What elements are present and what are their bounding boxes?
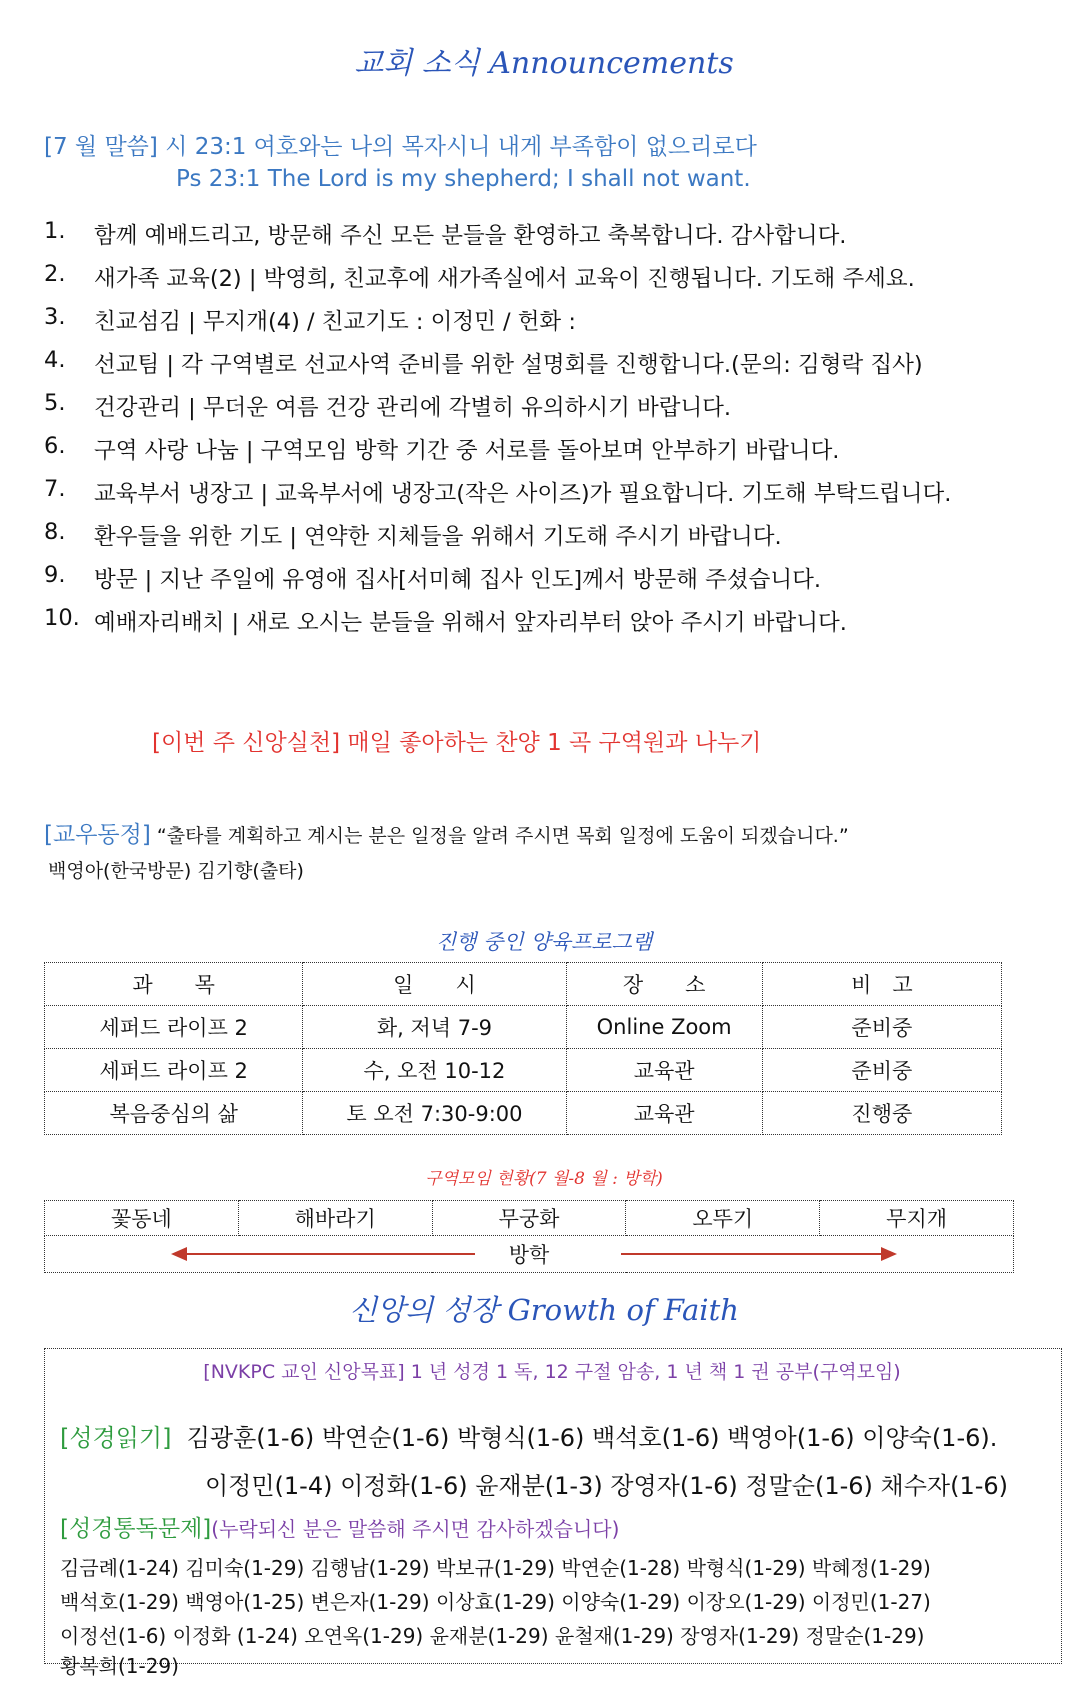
item-number: 3. [44, 304, 66, 330]
table-cell: 교육관 [566, 1092, 762, 1135]
item-number: 2. [44, 261, 66, 287]
growth-box [44, 1348, 1062, 1664]
list-item [44, 519, 1074, 562]
table-cell: 세퍼드 라이프 2 [45, 1049, 303, 1092]
groups-table [44, 1200, 1014, 1273]
item-text: 건강관리 | 무더운 여름 건강 관리에 각별히 유의하시기 바랍니다. [94, 395, 732, 421]
table-cell: 화, 저녁 7-9 [303, 1006, 566, 1049]
table-cell: 토 오전 7:30-9:00 [303, 1092, 566, 1135]
item-text: 방문 | 지난 주일에 유영애 집사[서미혜 집사 인도]께서 방문해 주셨습니다. [94, 567, 821, 593]
table-row [45, 1201, 1014, 1236]
list-item [44, 347, 1074, 390]
list-item [44, 433, 1074, 476]
table-header: 일 시 [303, 963, 566, 1006]
table-cell: 진행중 [762, 1092, 1001, 1135]
growth-title: 신앙의 성장 Growth of Faith [349, 1293, 739, 1327]
bible-quiz-line: 이정선(1-6) 이정화 (1-24) 오연옥(1-29) 윤재분(1-29) 윤철재(1-29) 장영자(1-29) 정말순(1-29) [60, 1624, 925, 1648]
table-cell: 복음중심의 삶 [45, 1092, 303, 1135]
item-text: 친교섬김 | 무지개(4) / 친교기도 : 이정민 / 헌화 : [94, 309, 576, 335]
item-text: 교육부서 냉장고 | 교육부서에 냉장고(작은 사이즈)가 필요합니다. 기도해 부탁드립니다. [94, 481, 952, 507]
table-header: 과 목 [45, 963, 303, 1006]
bible-quiz-line: 김금례(1-24) 김미숙(1-29) 김행남(1-29) 박보규(1-29) 박연순(1-28) 박형식(1-29) 박혜정(1-29) [60, 1556, 931, 1580]
member-news [44, 816, 849, 849]
item-number: 1. [44, 218, 66, 244]
table-row [45, 1092, 1002, 1135]
list-item [44, 261, 1074, 304]
program-title: 진행 중인 양육프로그램 [435, 930, 653, 954]
groups-status: 방학 [508, 1243, 550, 1267]
table-cell: Online Zoom [566, 1006, 762, 1049]
announcement-list [44, 218, 1074, 648]
bible-reading-line1 [60, 1418, 997, 1453]
item-number: 7. [44, 476, 66, 502]
table-cell: 교육관 [566, 1049, 762, 1092]
list-item [44, 605, 1074, 648]
bible-quiz-line: 황복희(1-29) [60, 1654, 179, 1678]
item-text: 구역 사랑 나눔 | 구역모임 방학 기간 중 서로를 돌아보며 안부하기 바랍니다. [94, 438, 840, 464]
faith-practice: [이번 주 신앙실천] 매일 좋아하는 찬양 1 곡 구역원과 나누기 [152, 730, 762, 756]
item-number: 8. [44, 519, 66, 545]
bible-quiz-note: (누락되신 분은 말씀해 주시면 감사하겠습니다) [211, 1517, 620, 1541]
item-text: 환우들을 위한 기도 | 연약한 지체들을 위해서 기도해 주시기 바랍니다. [94, 524, 782, 550]
group-name: 꽃동네 [45, 1201, 239, 1236]
list-item [44, 562, 1074, 605]
bible-reading-names1: 김광훈(1-6) 박연순(1-6) 박형식(1-6) 백석호(1-6) 백영아(1-6) 이양숙(1-6). [186, 1424, 998, 1452]
bible-reading-line2: 이정민(1-4) 이정화(1-6) 윤재분(1-3) 장영자(1-6) 정말순(1-6) 채수자(1-6) [205, 1472, 1009, 1500]
item-text: 새가족 교육(2) | 박영희, 친교후에 새가족실에서 교육이 진행됩니다. 기도해 주세요. [94, 266, 915, 292]
item-number: 10. [44, 605, 80, 631]
table-header: 장 소 [566, 963, 762, 1006]
bible-reading-label: [성경읽기] [60, 1424, 172, 1452]
item-number: 9. [44, 562, 66, 588]
faith-goal: [NVKPC 교인 신앙목표] 1 년 성경 1 독, 12 구절 암송, 1 년 책 1 권 공부(구역모임) [203, 1361, 901, 1383]
table-cell: 준비중 [762, 1049, 1001, 1092]
page-title: 교회 소식 Announcements [354, 46, 734, 81]
member-news-label: [교우동정] [44, 822, 151, 848]
table-row [45, 1049, 1002, 1092]
group-name: 오뚜기 [626, 1201, 820, 1236]
verse-english: Ps 23:1 The Lord is my shepherd; I shall not want. [176, 166, 751, 192]
table-cell: 세퍼드 라이프 2 [45, 1006, 303, 1049]
bible-quiz-label: [성경통독문제] [60, 1516, 212, 1542]
bible-quiz-head [60, 1510, 619, 1543]
table-row [45, 1006, 1002, 1049]
table-cell: 수, 오전 10-12 [303, 1049, 566, 1092]
verse-korean: [7 월 말씀] 시 23:1 여호와는 나의 목자시니 내게 부족함이 없으리로다 [44, 134, 757, 160]
list-item [44, 476, 1074, 519]
member-news-detail: 백영아(한국방문) 김기향(출타) [48, 860, 304, 882]
list-item [44, 304, 1074, 347]
item-number: 4. [44, 347, 66, 373]
item-text: 선교팀 | 각 구역별로 선교사역 준비를 위한 설명회를 진행합니다.(문의: 김형락 집사) [94, 352, 923, 378]
item-text: 예배자리배치 | 새로 오시는 분들을 위해서 앞자리부터 앉아 주시기 바랍니다. [94, 610, 847, 636]
table-cell: 준비중 [762, 1006, 1001, 1049]
groups-title: 구역모임 현황(7 월-8 월 : 방학) [425, 1169, 663, 1189]
item-text: 함께 예배드리고, 방문해 주신 모든 분들을 환영하고 축복합니다. 감사합니다. [94, 223, 847, 249]
table-header: 비 고 [762, 963, 1001, 1006]
list-item [44, 390, 1074, 433]
group-name: 무궁화 [432, 1201, 626, 1236]
group-name: 무지개 [820, 1201, 1014, 1236]
left-arrow-head [171, 1247, 187, 1261]
groups-status-cell [45, 1236, 1014, 1273]
bible-quiz-line: 백석호(1-29) 백영아(1-25) 변은자(1-29) 이상효(1-29) 이양숙(1-29) 이장오(1-29) 이정민(1-27) [60, 1590, 931, 1614]
right-arrow-head [881, 1247, 897, 1261]
member-news-text: “출타를 계획하고 계시는 분은 일정을 알려 주시면 목회 일정에 도움이 되겠습니다.” [156, 825, 849, 847]
list-item [44, 218, 1074, 261]
table-header-row [45, 963, 1002, 1006]
table-row [45, 1236, 1014, 1273]
item-number: 5. [44, 390, 66, 416]
item-number: 6. [44, 433, 66, 459]
group-name: 해바라기 [238, 1201, 432, 1236]
program-table [44, 962, 1002, 1135]
